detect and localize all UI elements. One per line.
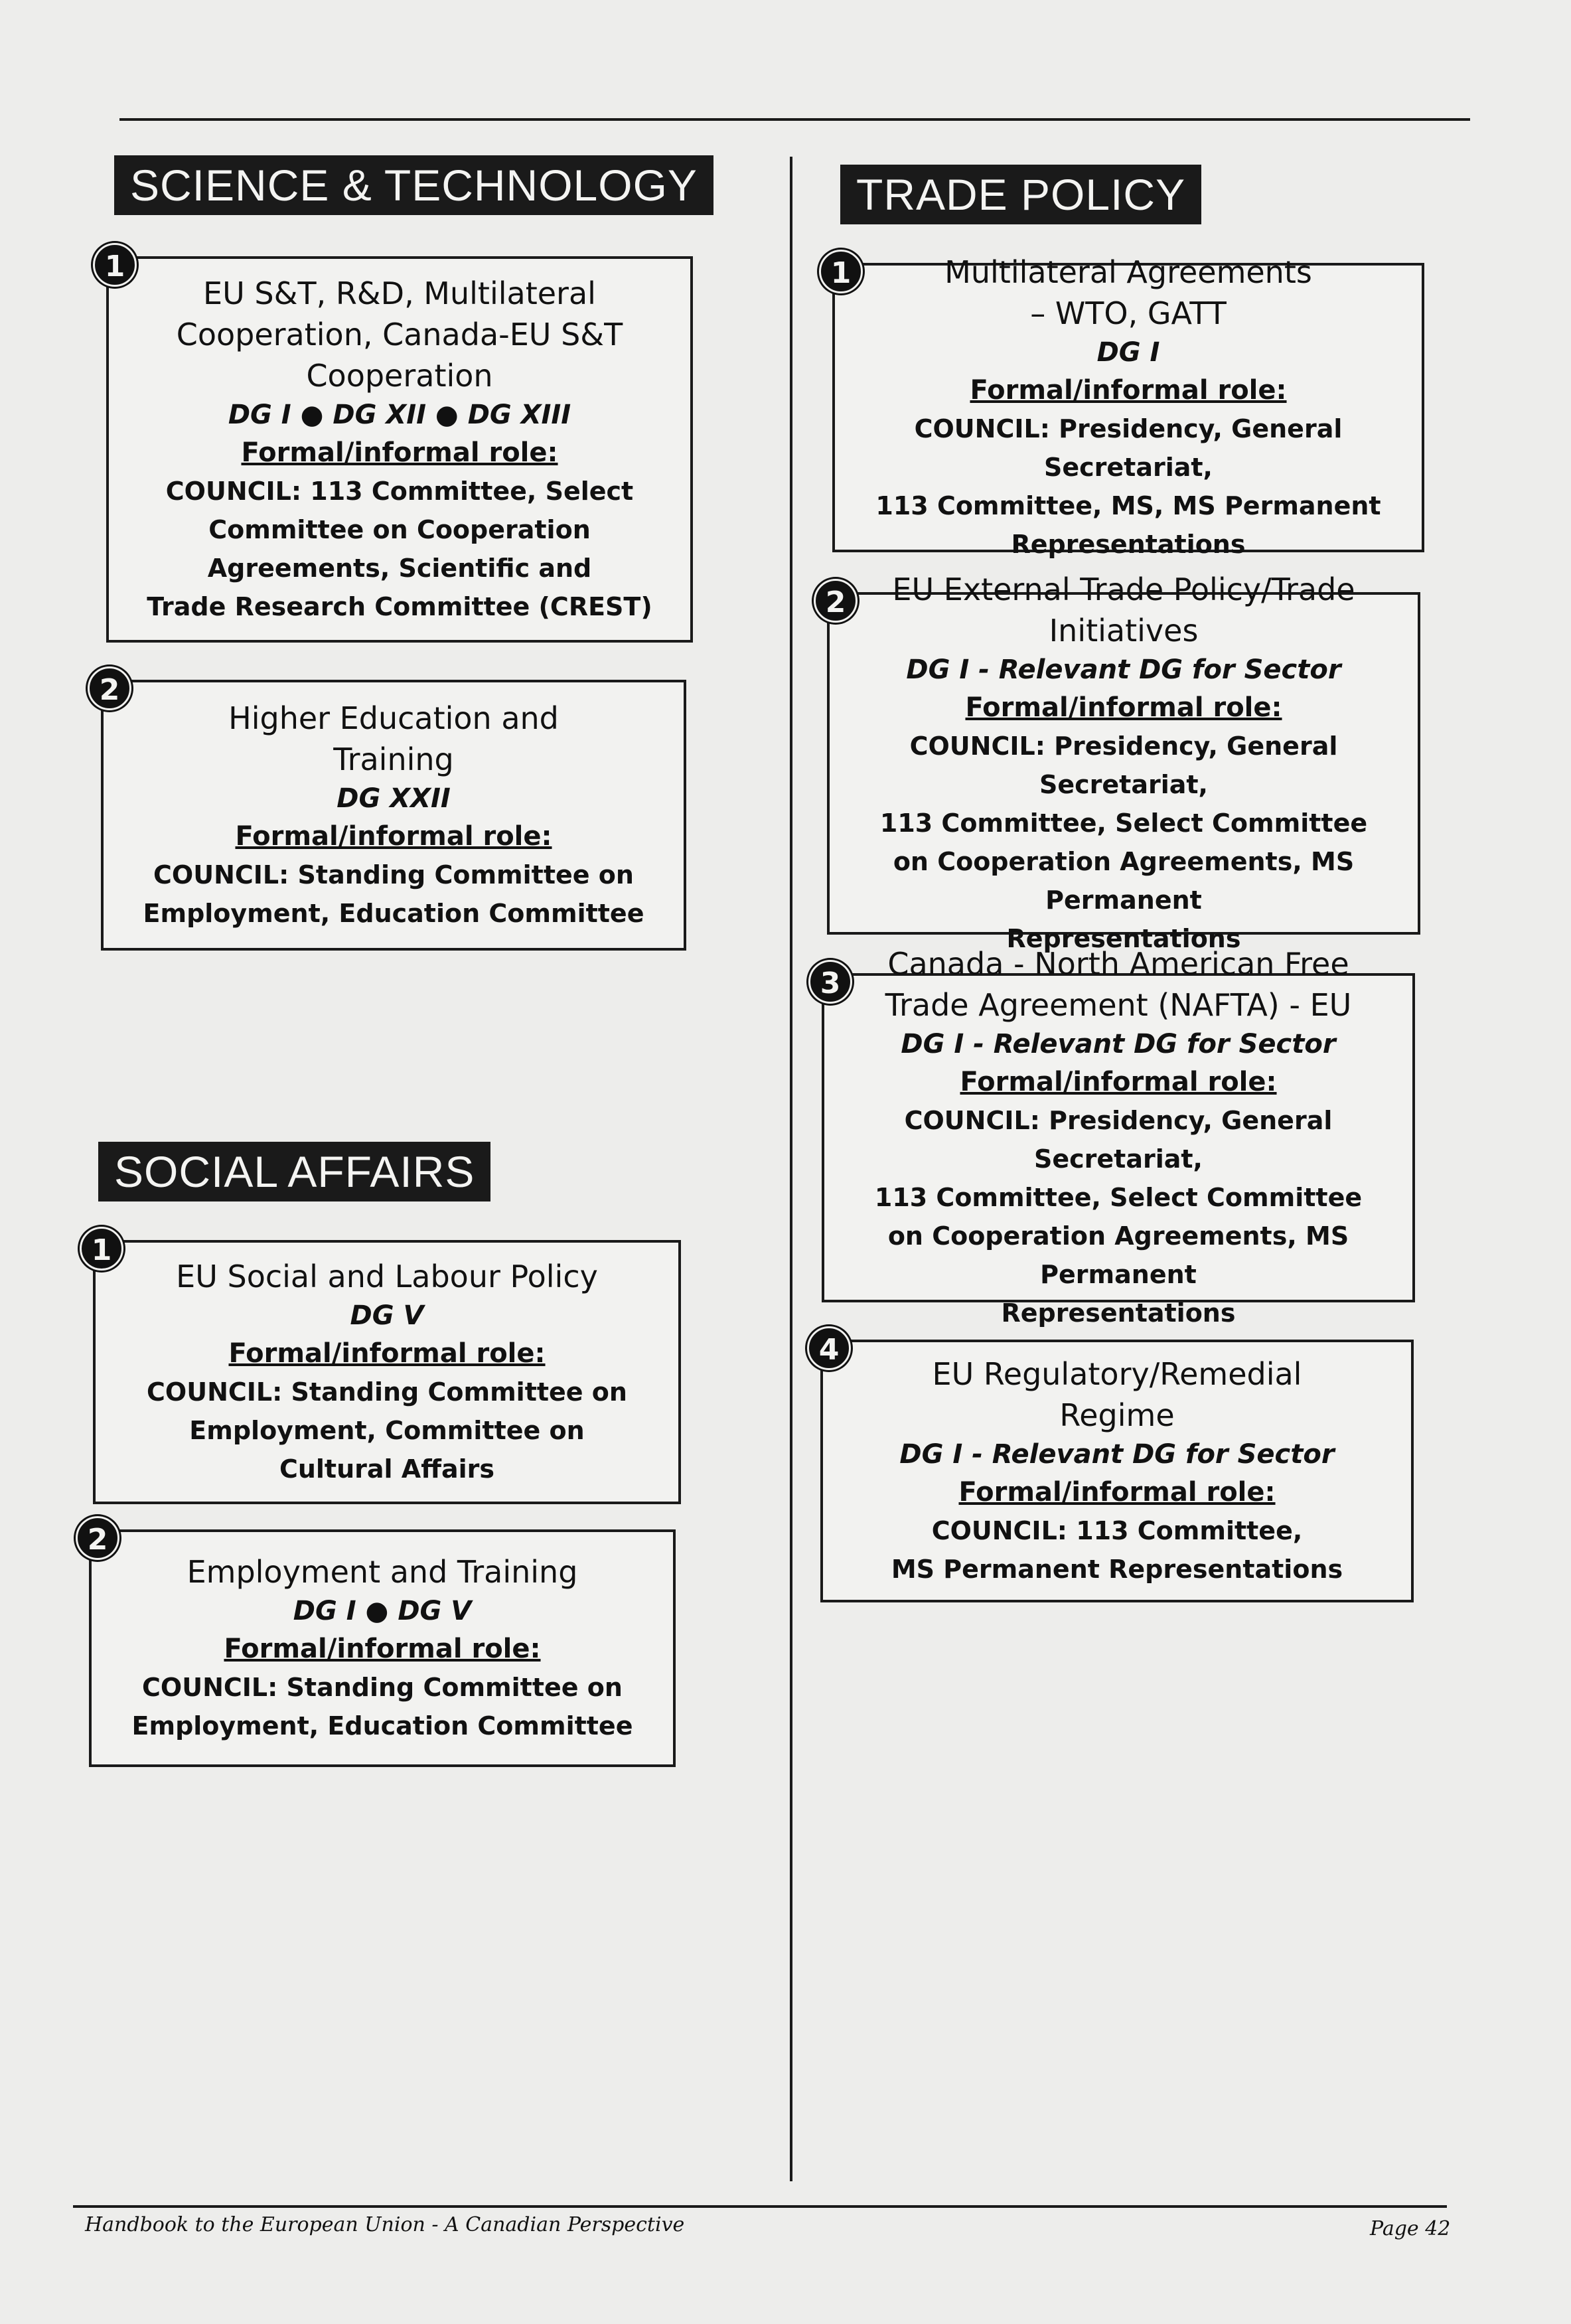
role-text: COUNCIL: Presidency, General Secretariat, 113 Committee, Select Committee on Cooperation Agreements, MS Permanent Representations <box>874 1106 1363 1328</box>
number-badge: 1 <box>93 243 137 287</box>
item-dg: DG I <box>1096 337 1160 368</box>
social-item-2 <box>87 1523 676 1767</box>
trade-item-3 <box>820 946 1415 1328</box>
role-label: Formal/informal role: <box>224 1634 541 1664</box>
science-item-1 <box>104 250 693 643</box>
trade-item-1 <box>830 254 1424 559</box>
role-text: COUNCIL: Standing Committee on Employment, Committee on Cultural Affairs <box>147 1377 627 1484</box>
science-technology-heading: SCIENCE & TECHNOLOGY <box>114 155 713 215</box>
social-affairs-heading: SOCIAL AFFAIRS <box>98 1142 490 1201</box>
number-badge: 2 <box>814 579 858 623</box>
role-text: COUNCIL: Presidency, General Secretariat, 113 Committee, MS, MS Permanent Representations <box>875 414 1381 559</box>
number-badge: 4 <box>807 1326 851 1370</box>
role-label: Formal/informal role: <box>241 437 558 468</box>
item-dg: DG XXII <box>337 783 451 814</box>
item-title: EU External Trade Policy/Trade Initiatives <box>892 572 1355 649</box>
trade-item-4 <box>818 1333 1414 1602</box>
item-dg: DG I - Relevant DG for Sector <box>899 1439 1335 1470</box>
item-title: EU S&T, R&D, Multilateral Cooperation, Canada-EU S&T Cooperation <box>176 275 623 394</box>
item-title: Multilateral Agreements – WTO, GATT <box>944 254 1312 331</box>
item-title: Employment and Training <box>187 1554 578 1590</box>
item-title: Higher Education and Training <box>228 700 559 777</box>
role-text: COUNCIL: Presidency, General Secretariat, 113 Committee, Select Committee on Cooperation Agreements, MS Permanent Representations <box>879 732 1368 953</box>
item-dg: DG I - Relevant DG for Sector <box>906 655 1341 685</box>
page-number: Page 42 <box>1370 2217 1451 2240</box>
role-label: Formal/informal role: <box>960 1067 1277 1097</box>
item-dg: DG I - Relevant DG for Sector <box>901 1029 1336 1059</box>
number-badge: 1 <box>819 250 863 293</box>
number-badge: 1 <box>80 1227 123 1271</box>
top-rule <box>119 118 1470 121</box>
column-divider <box>790 157 792 2181</box>
role-text: COUNCIL: 113 Committee, Select Committee on Cooperation Agreements, Scientific and Trade Research Committee (CREST) <box>147 477 652 621</box>
social-item-1 <box>91 1233 681 1504</box>
handbook-title: Handbook to the European Union - A Canadian Perspective <box>85 2213 685 2236</box>
trade-policy-heading: TRADE POLICY <box>840 165 1201 224</box>
trade-item-2 <box>825 572 1420 953</box>
item-dg: DG I ● DG V <box>293 1596 472 1626</box>
footer-rule <box>73 2205 1447 2208</box>
role-label: Formal/informal role: <box>958 1477 1276 1508</box>
number-badge: 3 <box>808 960 852 1004</box>
item-title: EU Regulatory/Remedial Regime <box>932 1356 1302 1433</box>
role-label: Formal/informal role: <box>228 1338 546 1369</box>
item-dg: DG V <box>350 1300 424 1331</box>
item-title: Canada - North American Free Trade Agreement (NAFTA) - EU <box>885 946 1352 1023</box>
role-label: Formal/informal role: <box>970 375 1287 406</box>
item-dg: DG I ● DG XII ● DG XIII <box>228 400 571 430</box>
role-text: COUNCIL: Standing Committee on Employment, Education Committee <box>143 860 644 928</box>
science-item-2 <box>99 673 686 951</box>
number-badge: 2 <box>76 1516 119 1560</box>
role-label: Formal/informal role: <box>965 692 1282 723</box>
role-label: Formal/informal role: <box>235 821 552 852</box>
role-text: COUNCIL: Standing Committee on Employment, Education Committee <box>131 1673 633 1741</box>
role-text: COUNCIL: 113 Committee, MS Permanent Representations <box>891 1516 1343 1584</box>
item-title: EU Social and Labour Policy <box>176 1259 598 1294</box>
number-badge: 2 <box>88 666 131 710</box>
